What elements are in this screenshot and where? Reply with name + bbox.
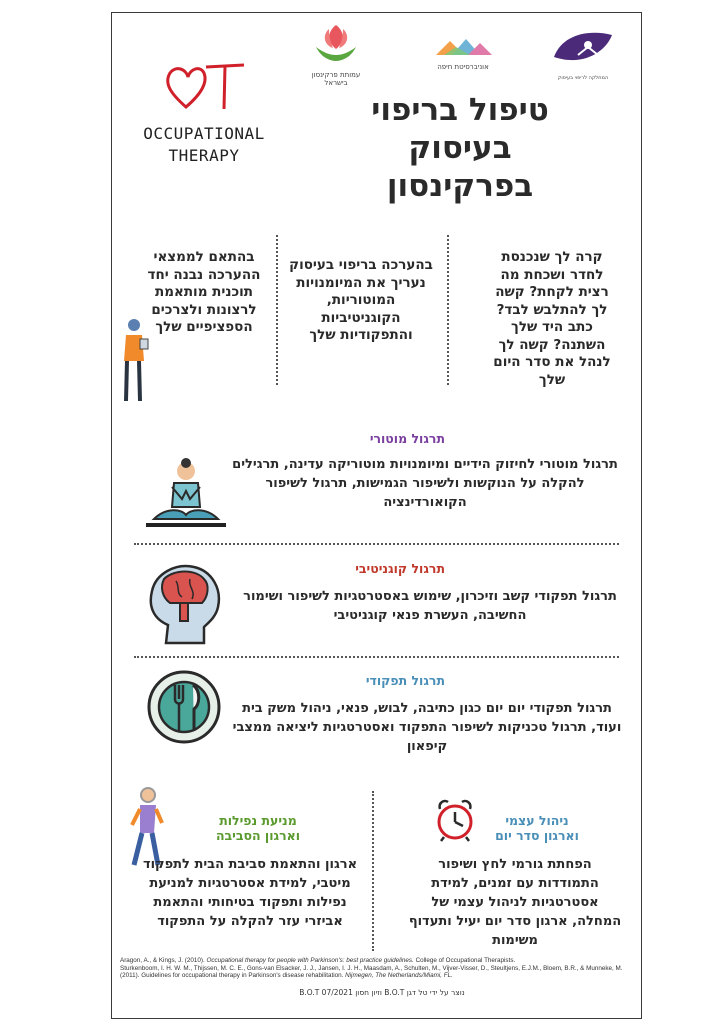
treatment-plan-column: בהתאם לממצאי ההערכה נבנה יחד תוכנית מותאמת לרצונות ולצרכים הספציפיים שלך (147, 249, 261, 335)
intro-question-column: קרה לך שנכנסת לחדר ושכחת מה רצית לקחת? קשה לך להתלבש לבד? כתב היד שלך השתנה? קשה לך לנהל את סדר היום שלך (493, 249, 611, 388)
parkinson-association-logo (302, 17, 370, 85)
reference-1 (120, 957, 635, 965)
motor-section-title: תרגול מוטורי (369, 431, 445, 446)
section-divider-1 (134, 543, 619, 545)
person-with-tablet-icon (120, 317, 152, 403)
ot-logo-text (134, 123, 274, 167)
ot-logo-line1: OCCUPATIONAL (143, 124, 265, 143)
ot-logo-line2: THERAPY (168, 146, 240, 165)
parkinson-logo-text-2: בישראל (324, 79, 348, 87)
ot-department-logo (548, 27, 618, 81)
purple-department-emblem-icon (548, 27, 618, 71)
ref2-italic: Nijmegen, The Netherlands/Miami, FL. (345, 972, 453, 980)
haifa-university-logo (430, 33, 496, 73)
haifa-roofs-icon (430, 33, 496, 59)
self-management-title (492, 813, 582, 843)
plate-cutlery-icon (146, 669, 222, 745)
head-brain-icon (146, 561, 224, 645)
assessment-column: בהערכה בריפוי בעיסוק נעריך את המיומנויות המוטוריות, הקוגניטיביות והתפקודיות שלך (289, 257, 433, 343)
functional-section-body: תרגול תפקודי יום יום כגון כתיבה, לבוש, פנאי, ניהול משק בית ועוד, תרגול טכניקות לשיפור התפקוד ואסטרטגיות ליציאה ממצבי קיפאון (232, 701, 622, 754)
haifa-logo-text: אוניברסיטת חיפה (437, 63, 489, 71)
infographic-page (111, 12, 642, 1019)
title-line1: טיפול בריפוי בעיסוק (371, 92, 549, 166)
self-management-title-line2: וארגון סדר יום (495, 828, 579, 843)
references (120, 957, 635, 980)
fall-prevention-title-line2: וארגון הסביבה (215, 828, 301, 843)
section-divider-2 (134, 656, 619, 658)
ref2-start: Sturkenboom, I. H. W. M., Thijssen, M. C. E., Gons-van Elsacker, J. J., Jansen, I. J. H., Maasdam, A., Schulten, M., Vijver-Visser, D., Steultjens, E.J.M., Bloem, B.R., & Munneke, M. (2011). Guidelines for occupational therapy in Parkinson's disease rehabilitation. (120, 964, 623, 980)
ref1-italic: Occupational therapy for people with Parkinson's: best practice guidelines. (206, 957, 414, 964)
yoga-meditation-icon (142, 457, 228, 531)
fall-prevention-title (208, 813, 308, 843)
column-divider-right (447, 235, 449, 385)
bottom-column-divider (372, 791, 374, 951)
alarm-clock-icon (434, 797, 476, 843)
page-title (315, 91, 605, 205)
reference-2 (120, 965, 635, 980)
purple-logo-text: המחלקה לריפוי בעיסוק (557, 75, 609, 81)
fall-prevention-body: ארגון והתאמת סביבת הבית לתפקוד מיטבי, למידת אסטרטגיות למניעת נפילות ותפקוד בטיחותי והתאמת אביזרי עזר להקלה על התפקוד (142, 857, 358, 929)
motor-section-body: תרגול מוטורי לחיזוק הידיים ומיומנויות מוטוריקה עדינה, תרגילים להקלה על הנוקשות ולשיפור הגמישות, תרגול לשיפור הקואורדינציה (232, 457, 618, 510)
ot-heart-logo (162, 57, 246, 115)
self-management-body: הפחתת גורמי לחץ ושיפור התמודדות עם זמנים, למידת אסטרטגיות לניהול עצמי של המחלה, ארגון סדר יום יעיל ותעדוף משימות (408, 857, 622, 948)
heart-t-icon (162, 57, 246, 115)
cognitive-section-body: תרגול תפקודי קשב וזיכרון, שימוש באסטרטגיות לשיפור ושימור החשיבה, העשרת פנאי קוגניטיבי (243, 589, 617, 623)
ref1-end: College of Occupational Therapists. (413, 957, 516, 964)
parkinson-logo-text-1: עמותת פרקינסון (311, 71, 361, 79)
cognitive-section-title: תרגול קוגניטיבי (355, 561, 445, 576)
tulip-hands-icon (302, 17, 370, 67)
credit-line: נוצר על ידי טל דגן B.O.T וזיון חסון B.O.T 07/2021 (299, 988, 465, 997)
column-divider-left (276, 235, 278, 385)
title-line2: בפרקינסון (386, 168, 534, 204)
functional-section-title: תרגול תפקודי (365, 673, 445, 688)
self-management-title-line1: ניהול עצמי (505, 813, 569, 828)
ref1-start: Aragon, A., & Kings, J. (2010). (120, 957, 207, 964)
fall-prevention-title-line1: מניעת נפילות (219, 813, 297, 828)
